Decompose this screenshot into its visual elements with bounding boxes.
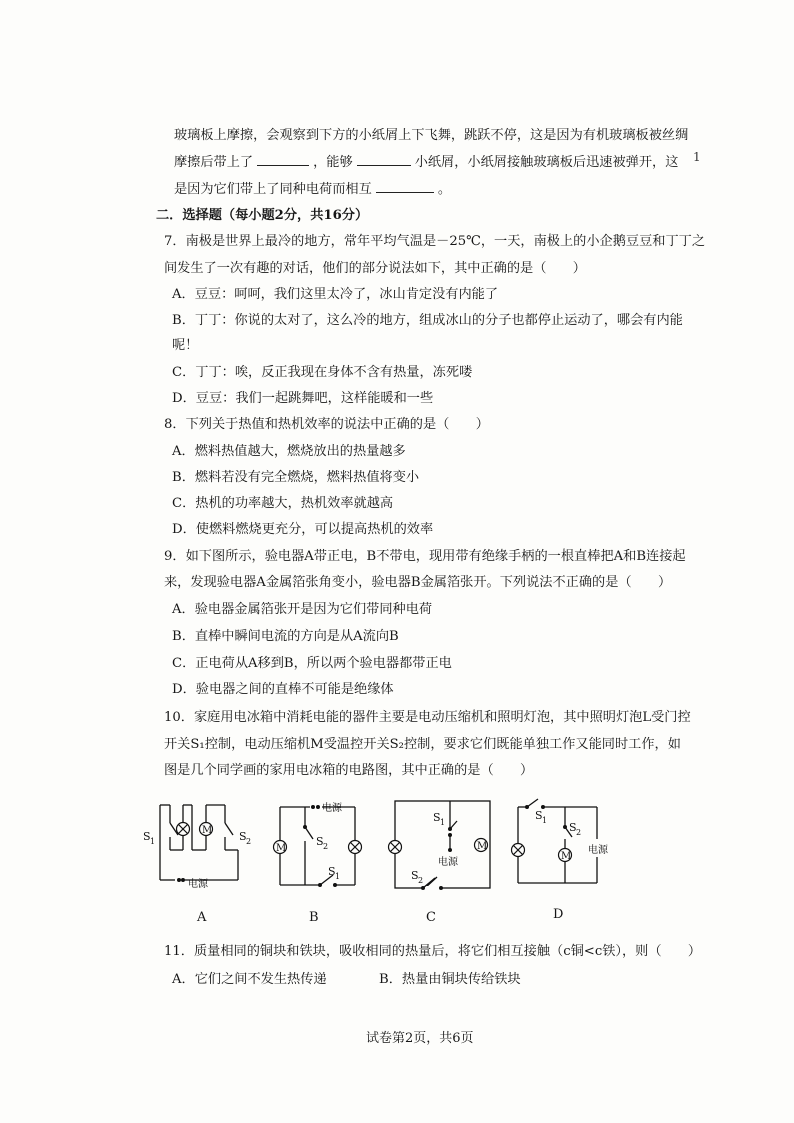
- q11-option-a: A．它们之间不发生热传递: [172, 972, 327, 987]
- circuit-b-label[interactable]: B: [309, 910, 319, 925]
- motor-icon: [559, 849, 572, 863]
- intro-line-3-a: 是因为它们带上了同种电荷而相互: [174, 182, 372, 197]
- svg-text:S: S: [239, 830, 247, 843]
- circuit-d-label[interactable]: D: [553, 907, 564, 922]
- q8-option-c: C．热机的功率越大，热机效率就越高: [172, 496, 394, 511]
- answer-blank-2[interactable]: [357, 153, 411, 166]
- answer-blank-1[interactable]: [257, 153, 309, 166]
- svg-text:M: M: [202, 825, 213, 836]
- circuit-a-label[interactable]: A: [197, 910, 207, 925]
- svg-text:1: 1: [335, 872, 341, 881]
- svg-text:电源: 电源: [438, 857, 458, 868]
- svg-text:S: S: [143, 830, 151, 843]
- q10-stem-2: 开关S₁控制，电动压缩机M受温控开关S₂控制，要求它们既能单独工作又能同时工作，如: [164, 737, 681, 752]
- circuit-d: [505, 795, 620, 895]
- q8-option-b: B．燃料若没有完全燃烧，燃料热值将变小: [172, 470, 420, 485]
- svg-text:S: S: [569, 821, 577, 834]
- q10-stem-1: 10．家庭用电冰箱中消耗电能的器件主要是电动压缩机和照明灯泡，其中照明灯泡L受门控: [164, 710, 691, 725]
- intro-line-2: [174, 151, 678, 170]
- q11-stem: 11．质量相同的铜块和铁块，吸收相同的热量后，将它们相互接触（c铜<c铁），则（ ）: [164, 944, 702, 959]
- q7-option-d: D．豆豆：我们一起跳舞吧，这样能暖和一些: [172, 391, 434, 406]
- circuit-b: [265, 795, 375, 895]
- svg-text:M: M: [561, 851, 572, 862]
- svg-text:S: S: [316, 835, 324, 848]
- lamp-icon: [177, 823, 190, 836]
- section-title: 二．选择题（每小题2分，共16分）: [156, 208, 369, 223]
- answer-blank-3[interactable]: [376, 180, 434, 193]
- q9-option-b: B．直棒中瞬间电流的方向是从A流向B: [172, 629, 399, 644]
- q7-option-b: B．丁丁：你说的太对了，这么冷的地方，组成冰山的分子也都停止运动了，哪会有内能: [172, 313, 683, 328]
- lamp-icon: [349, 841, 362, 854]
- q8-option-a: A．燃料热值越大，燃烧放出的热量越多: [172, 444, 406, 459]
- q9-option-c: C．正电荷从A移到B，所以两个验电器都带正电: [172, 656, 452, 671]
- page-footer: 试卷第2页，共6页: [366, 1031, 474, 1046]
- q11-option-b: B．热量由铜块传给铁块: [379, 972, 521, 987]
- intro-line-1: 玻璃板上摩擦，会观察到下方的小纸屑上下飞舞，跳跃不停，这是因为有机玻璃板被丝绸: [174, 128, 689, 143]
- circuit-c: [385, 795, 497, 895]
- svg-text:电源: 电源: [322, 803, 342, 814]
- q7-stem-1: 7．南极是世界上最冷的地方，常年平均气温是－25℃，一天，南极上的小企鹅豆豆和丁丁之: [164, 234, 706, 249]
- q7-option-c: C．丁丁：唉，反正我现在身体不含有热量，冻死喽: [172, 365, 473, 380]
- svg-text:S: S: [535, 809, 543, 822]
- motor-icon: [475, 839, 488, 853]
- q9-stem-2: 来，发现验电器A金属箔张角变小，验电器B金属箔张开。下列说法不正确的是（ ）: [164, 575, 672, 590]
- q8-stem: 8．下列关于热值和热机效率的说法中正确的是（ ）: [164, 417, 489, 432]
- q9-stem-1: 9．如下图所示，验电器A带正电，B不带电，现用带有绝缘手柄的一根直棒把A和B连接起: [164, 549, 686, 564]
- intro-line-2-a: 摩擦后带上了: [174, 155, 254, 170]
- svg-text:电源: 电源: [188, 879, 208, 890]
- motor-icon: [274, 841, 287, 855]
- intro-line-2-b: ，能够: [313, 155, 353, 170]
- svg-text:S: S: [328, 865, 336, 878]
- q9-option-a: A．验电器金属箔张开是因为它们带同种电荷: [172, 602, 433, 617]
- svg-text:2: 2: [418, 876, 424, 885]
- intro-line-3: [174, 178, 451, 197]
- q10-stem-3: 图是几个同学画的家用电冰箱的电路图，其中正确的是（ ）: [164, 763, 534, 778]
- svg-text:2: 2: [323, 842, 329, 851]
- svg-text:M: M: [477, 841, 488, 852]
- intro-line-2-c: 小纸屑，小纸屑接触玻璃板后迅速被弹开，这: [414, 155, 679, 170]
- q7-option-a: A．豆豆：呵呵，我们这里太冷了，冰山肯定没有内能了: [172, 287, 499, 302]
- q8-option-d: D．使燃料燃烧更充分，可以提高热机的效率: [172, 522, 434, 537]
- svg-text:M: M: [276, 843, 287, 854]
- q9-option-d: D．验电器之间的直棒不可能是绝缘体: [172, 682, 394, 697]
- svg-text:2: 2: [576, 828, 582, 837]
- svg-text:1: 1: [440, 818, 446, 827]
- svg-text:S: S: [411, 869, 419, 882]
- margin-number: 1: [693, 150, 701, 164]
- svg-text:1: 1: [542, 816, 548, 825]
- svg-text:S: S: [433, 811, 441, 824]
- circuit-a: [140, 795, 255, 895]
- lamp-icon: [512, 844, 525, 857]
- intro-line-3-b: 。: [437, 182, 451, 197]
- lamp-icon: [389, 841, 402, 854]
- circuit-c-label[interactable]: C: [426, 910, 436, 925]
- motor-icon: [200, 823, 213, 837]
- svg-text:2: 2: [246, 837, 252, 846]
- q7-option-b-cont: 呢！: [172, 338, 199, 353]
- svg-text:1: 1: [150, 837, 156, 846]
- svg-text:电源: 电源: [588, 845, 608, 856]
- q7-stem-2: 间发生了一次有趣的对话，他们的部分说法如下，其中正确的是（ ）: [164, 261, 586, 276]
